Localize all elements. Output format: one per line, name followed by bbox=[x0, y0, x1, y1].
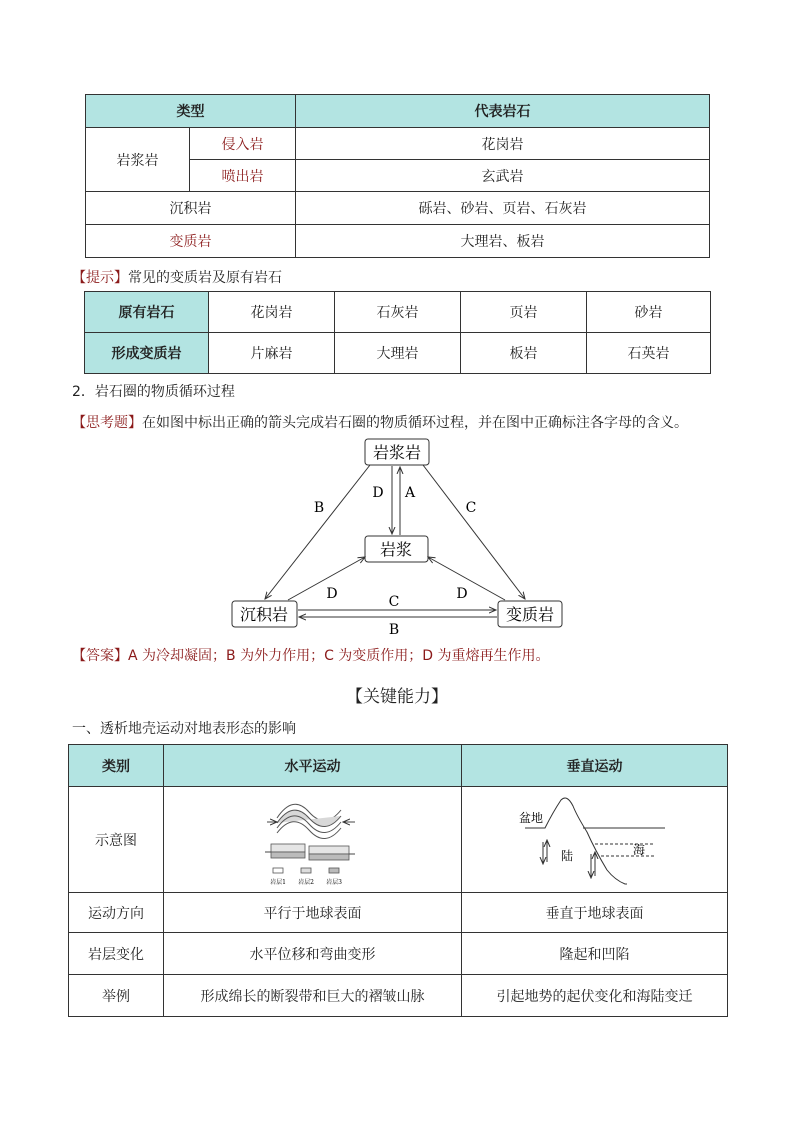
extrusive-label: 喷出岩 bbox=[190, 160, 296, 192]
vertical-cell: 隆起和凹陷 bbox=[462, 933, 728, 975]
answer-text: A 为冷却凝固；B 为外力作用；C 为变质作用；D 为重熔再生作用。 bbox=[128, 648, 550, 664]
intrusive-rep: 花岗岩 bbox=[296, 128, 710, 160]
original-rock-cell: 页岩 bbox=[461, 292, 587, 333]
arrow-B-left bbox=[265, 465, 370, 599]
horizontal-cell: 形成绵长的断裂带和巨大的褶皱山脉 bbox=[164, 975, 462, 1017]
strata-label-1: 岩层1 bbox=[269, 878, 286, 886]
hint-tag: 【提示】 bbox=[72, 270, 128, 286]
horizontal-diagram-cell bbox=[164, 787, 462, 893]
extrusive-rep: 玄武岩 bbox=[296, 160, 710, 192]
vertical-diagram-cell bbox=[462, 787, 728, 893]
magma-rock-node: 岩浆岩 bbox=[372, 443, 422, 462]
crust-movement-table bbox=[68, 744, 728, 1017]
diagram-row-label: 示意图 bbox=[69, 787, 164, 893]
label-B-left: B bbox=[313, 500, 325, 516]
basin-label: 盆地 bbox=[518, 810, 543, 825]
horizontal-movement-figure bbox=[263, 792, 363, 888]
row-label: 运动方向 bbox=[69, 893, 164, 933]
row-label: 举例 bbox=[69, 975, 164, 1017]
intrusive-label: 侵入岩 bbox=[190, 128, 296, 160]
answer-tag: 【答案】 bbox=[72, 648, 128, 664]
metamorphic-table bbox=[84, 291, 711, 374]
key-ability-title: 【关键能力】 bbox=[346, 687, 448, 707]
strata-label-3: 岩层3 bbox=[325, 878, 342, 886]
formed-rock-cell: 石英岩 bbox=[587, 333, 711, 374]
horizontal-cell: 平行于地球表面 bbox=[164, 893, 462, 933]
label-D-right: D bbox=[456, 586, 468, 602]
original-rock-head: 原有岩石 bbox=[85, 292, 209, 333]
metamorphic-label: 变质岩 bbox=[86, 225, 296, 258]
vertical-cell: 垂直于地球表面 bbox=[462, 893, 728, 933]
formed-rock-head: 形成变质岩 bbox=[85, 333, 209, 374]
formed-rock-cell: 板岩 bbox=[461, 333, 587, 374]
original-rock-cell: 花岗岩 bbox=[209, 292, 335, 333]
header-vertical: 垂直运动 bbox=[462, 745, 728, 787]
rock-type-table bbox=[85, 94, 710, 258]
label-D-mid: D bbox=[372, 485, 384, 501]
vertical-movement-figure bbox=[515, 792, 675, 888]
answer-line bbox=[72, 645, 550, 665]
hint-text: 常见的变质岩及原有岩石 bbox=[128, 270, 282, 286]
metamorphic-node: 变质岩 bbox=[505, 605, 555, 624]
label-C-bottom: C bbox=[388, 594, 400, 610]
original-rock-cell: 石灰岩 bbox=[335, 292, 461, 333]
label-D-left: D bbox=[326, 586, 338, 602]
sea-label: 海 bbox=[632, 842, 645, 857]
header-representative: 代表岩石 bbox=[296, 95, 710, 128]
header-category: 类别 bbox=[69, 745, 164, 787]
label-A-mid: A bbox=[404, 485, 416, 501]
sedimentary-label: 沉积岩 bbox=[86, 192, 296, 225]
question-tag: 【思考题】 bbox=[72, 415, 142, 431]
original-rock-cell: 砂岩 bbox=[587, 292, 711, 333]
question-line bbox=[72, 412, 688, 432]
magma-node: 岩浆 bbox=[379, 540, 413, 559]
label-B-bottom: B bbox=[388, 622, 400, 638]
arrow-C-right bbox=[423, 465, 525, 599]
metamorphic-rep: 大理岩、板岩 bbox=[296, 225, 710, 258]
section1-title: 一、透析地壳运动对地表形态的影响 bbox=[72, 721, 296, 737]
horizontal-cell: 水平位移和弯曲变形 bbox=[164, 933, 462, 975]
hint-line bbox=[72, 267, 282, 287]
formed-rock-cell: 片麻岩 bbox=[209, 333, 335, 374]
row-label: 岩层变化 bbox=[69, 933, 164, 975]
land-label: 陆 bbox=[560, 848, 573, 863]
formed-rock-cell: 大理岩 bbox=[335, 333, 461, 374]
section2-title: 2．岩石圈的物质循环过程 bbox=[72, 384, 235, 400]
question-text: 在如图中标出正确的箭头完成岩石圈的物质循环过程，并在图中正确标注各字母的含义。 bbox=[142, 415, 688, 431]
label-C-right: C bbox=[465, 500, 477, 516]
strata-label-2: 岩层2 bbox=[297, 878, 314, 886]
header-horizontal: 水平运动 bbox=[164, 745, 462, 787]
rock-cycle-diagram bbox=[220, 430, 580, 640]
vertical-cell: 引起地势的起伏变化和海陆变迁 bbox=[462, 975, 728, 1017]
magma-rock-label: 岩浆岩 bbox=[86, 128, 190, 192]
header-type: 类型 bbox=[86, 95, 296, 128]
sedimentary-node: 沉积岩 bbox=[239, 605, 289, 624]
sedimentary-rep: 砾岩、砂岩、页岩、石灰岩 bbox=[296, 192, 710, 225]
